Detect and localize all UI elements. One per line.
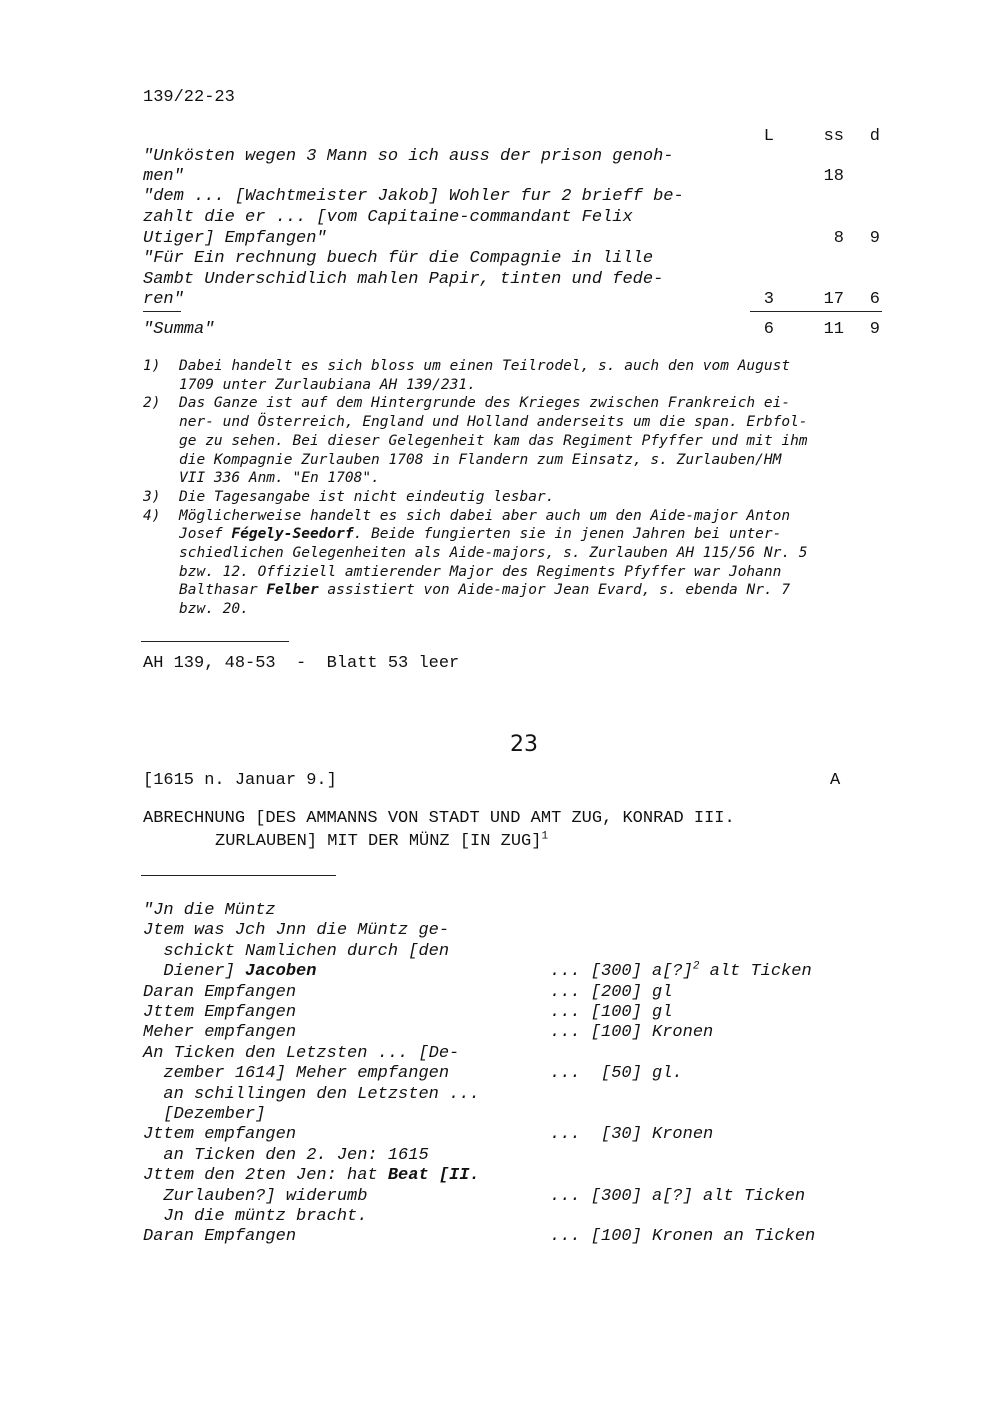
account-row-3-d: 6 — [869, 290, 880, 309]
entry-text — [143, 1227, 296, 1246]
entry-text-segment: Daran Empfangen — [143, 1227, 297, 1247]
entry-text-segment: an schillingen den Letzsten ... — [143, 1084, 480, 1104]
col-header-d: d — [869, 127, 880, 146]
entry-text — [143, 901, 276, 920]
entry-text-segment: Daran Empfangen — [143, 982, 297, 1002]
col-header-L: L — [763, 127, 774, 146]
entry-text — [143, 983, 296, 1002]
entry-text-segment: Jttem den 2ten Jen: hat — [143, 1166, 388, 1186]
footnote-line — [179, 489, 554, 505]
entry-text-segment: Diener] — [143, 962, 246, 982]
account-row-3-line-3: ren" — [143, 290, 184, 309]
document-title-line-1: ABRECHNUNG [DES AMMANNS VON STADT UND AMT ZUG, KONRAD III. — [143, 809, 735, 828]
account-row-2-line-1: "dem ... [Wachtmeister Jakob] Wohler fur 2 brieff be- — [143, 187, 684, 206]
entry-text — [143, 921, 449, 940]
entry-text — [143, 1085, 480, 1104]
entry-text-segment: an Ticken den 2. Jen: 1615 — [143, 1145, 429, 1165]
entry-text-segment: schickt Namlichen durch [den — [143, 941, 450, 961]
footnote-text: assistiert von Aide-major Jean Evard, s. ebenda Nr. 7 — [318, 582, 791, 599]
footnote-line — [179, 377, 476, 393]
entry-text-segment: zember 1614] Meher empfangen — [143, 1064, 450, 1084]
entry-amount — [550, 1125, 713, 1144]
col-header-ss: ss — [823, 127, 844, 146]
entry-name-bold: Jacoben — [245, 962, 317, 982]
entry-amount — [550, 1187, 805, 1206]
summa-ss: 11 — [823, 320, 844, 339]
account-row-3-line-2: Sambt Underschidlich mahlen Papir, tinten und fede- — [143, 270, 664, 289]
footnote-text: Möglicherweise handelt es sich dabei aber auch um den Aide-major Anton — [179, 507, 791, 524]
document-date: [1615 n. Januar 9.] — [143, 771, 337, 790]
footnote-text: 1709 unter Zurlaubiana AH 139/231. — [179, 376, 476, 393]
entry-amount-text: ... [300] a[?] — [550, 962, 693, 982]
entry-text-segment: Zurlauben?] widerumb — [143, 1186, 368, 1206]
summa-d: 9 — [869, 320, 880, 339]
entry-text-segment: An Ticken den Letzsten ... [De- — [143, 1043, 460, 1063]
ren-underline — [143, 311, 181, 312]
entry-text-segment: Jtem was Jch Jnn die Müntz ge- — [143, 921, 450, 941]
entry-text — [143, 1105, 265, 1124]
account-row-3-L: 3 — [763, 290, 774, 309]
footnote-text: Die Tagesangabe ist nicht eindeutig lesbar. — [179, 488, 555, 505]
footnote-text: bzw. 12. Offiziell amtierender Major des Regiments Pfyffer war Johann — [179, 563, 782, 580]
entry-name-bold: Beat [II. — [387, 1166, 480, 1186]
footnote-line — [179, 433, 808, 449]
entry-amount-text: ... [300] a[?] alt Ticken — [550, 1186, 806, 1206]
footnote-text: Balthasar — [179, 582, 267, 599]
account-row-1-line-2: men" — [143, 167, 184, 186]
entry-text — [143, 1146, 429, 1165]
summa-label: "Summa" — [143, 320, 215, 339]
footnote-line — [179, 395, 790, 411]
entry-text — [143, 1207, 367, 1226]
entry-amount-text: ... [200] gl — [550, 982, 673, 1002]
entry-amount-text: ... [100] Kronen an Ticken — [550, 1227, 816, 1247]
account-row-2-line-3: Utiger] Empfangen" — [143, 229, 327, 248]
footnote-line — [179, 526, 781, 542]
entry-amount — [550, 1003, 672, 1022]
entry-text — [143, 942, 449, 961]
footnote-name-bold: Felber — [266, 582, 319, 599]
entry-amount — [550, 1227, 815, 1246]
account-row-2-line-2: zahlt die er ... [vom Capitaine-commandant Felix — [143, 208, 633, 227]
title-divider — [141, 875, 336, 876]
footnote-line — [179, 470, 380, 486]
footnote-name-bold: Fégely-Seedorf — [231, 526, 354, 543]
entry-text — [143, 1003, 296, 1022]
footnote-text: die Kompagnie Zurlauben 1708 in Flandern zum Einsatz, s. Zurlauben/HM — [179, 451, 782, 468]
entry-text — [143, 1187, 367, 1206]
footnote-line — [179, 564, 781, 580]
account-row-2-d: 9 — [869, 229, 880, 248]
footnote-text: ge zu sehen. Bei dieser Gelegenheit kam das Regiment Pfyffer und mit ihm — [179, 432, 808, 449]
footnote-line — [179, 601, 249, 617]
entry-amount — [550, 983, 672, 1002]
footnote-text: Das Ganze ist auf dem Hintergrunde des Krieges zwischen Frankreich ei- — [179, 395, 791, 412]
entry-text — [143, 1064, 449, 1083]
entry-text-segment: Jn die müntz bracht. — [143, 1207, 368, 1226]
entry-amount-text: ... [50] gl. — [550, 1064, 683, 1084]
footnote-line — [179, 452, 781, 468]
footnote-number: 3) — [143, 488, 161, 505]
document-number: 23 — [510, 732, 538, 757]
entry-text — [143, 1044, 459, 1063]
entry-text — [143, 1125, 296, 1144]
account-row-3-ss: 17 — [823, 290, 844, 309]
footnote-text: ner- und Österreich, England und Holland anderseits um die span. Erbfol- — [179, 414, 808, 431]
account-row-1-line-1: "Unkösten wegen 3 Mann so ich auss der prison genoh- — [143, 147, 674, 166]
page-reference: 139/22-23 — [143, 88, 235, 107]
footnote-divider — [141, 641, 289, 642]
footnote-line — [179, 545, 808, 561]
account-row-2-ss: 8 — [833, 229, 844, 248]
entry-amount-text: ... [100] Kronen — [550, 1023, 714, 1043]
entry-footnote-marker: 2 — [692, 960, 700, 973]
footnote-number: 2) — [143, 395, 161, 412]
account-row-1-ss: 18 — [823, 167, 844, 186]
entry-amount-text: ... [100] gl — [550, 1003, 673, 1022]
entry-text-segment: [Dezember] — [143, 1105, 266, 1124]
sum-rule — [750, 311, 882, 312]
entry-text — [143, 962, 316, 981]
footnote-text: bzw. 20. — [179, 601, 249, 618]
entry-text-segment: Meher empfangen — [143, 1023, 297, 1043]
title-footnote-marker: 1 — [541, 830, 549, 843]
footnote-text: . Beide fungierten sie in jenen Jahren bei unter- — [353, 526, 782, 543]
footnote-line — [179, 582, 790, 598]
entry-text-segment: "Jn die Müntz — [143, 901, 276, 920]
footnote-text: VII 336 Anm. "En 1708". — [179, 470, 380, 487]
footnote-text: Josef — [179, 526, 232, 543]
account-row-3-line-1: "Für Ein rechnung buech für die Compagnie in lille — [143, 249, 654, 268]
entry-amount — [550, 962, 812, 981]
entry-text-segment: Jttem empfangen — [143, 1125, 297, 1145]
entry-amount-text: ... [30] Kronen — [550, 1125, 714, 1145]
footnote-line — [179, 414, 808, 430]
entry-text — [143, 1166, 480, 1185]
summa-L: 6 — [763, 320, 774, 339]
footnote-line — [179, 358, 790, 374]
footnote-text: Dabei handelt es sich bloss um einen Teilrodel, s. auch den vom August — [179, 358, 791, 374]
entry-amount-text: alt Ticken — [699, 962, 812, 982]
entry-amount — [550, 1064, 683, 1083]
footnote-line — [179, 508, 790, 524]
footnote-text: schiedlichen Gelegenheiten als Aide-majors, s. Zurlauben AH 115/56 Nr. 5 — [179, 545, 808, 561]
footnote-number: 1) — [143, 358, 161, 374]
document-letter: A — [830, 771, 841, 790]
footnote-number: 4) — [143, 507, 161, 524]
entry-text — [143, 1023, 296, 1042]
entry-text-segment: Jttem Empfangen — [143, 1003, 297, 1022]
document-title-line-2: ZURLAUBEN] MIT DER MÜNZ [IN ZUG]$^1$ — [215, 830, 549, 851]
source-line: AH 139, 48-53 - Blatt 53 leer — [143, 654, 460, 673]
entry-amount — [550, 1023, 713, 1042]
